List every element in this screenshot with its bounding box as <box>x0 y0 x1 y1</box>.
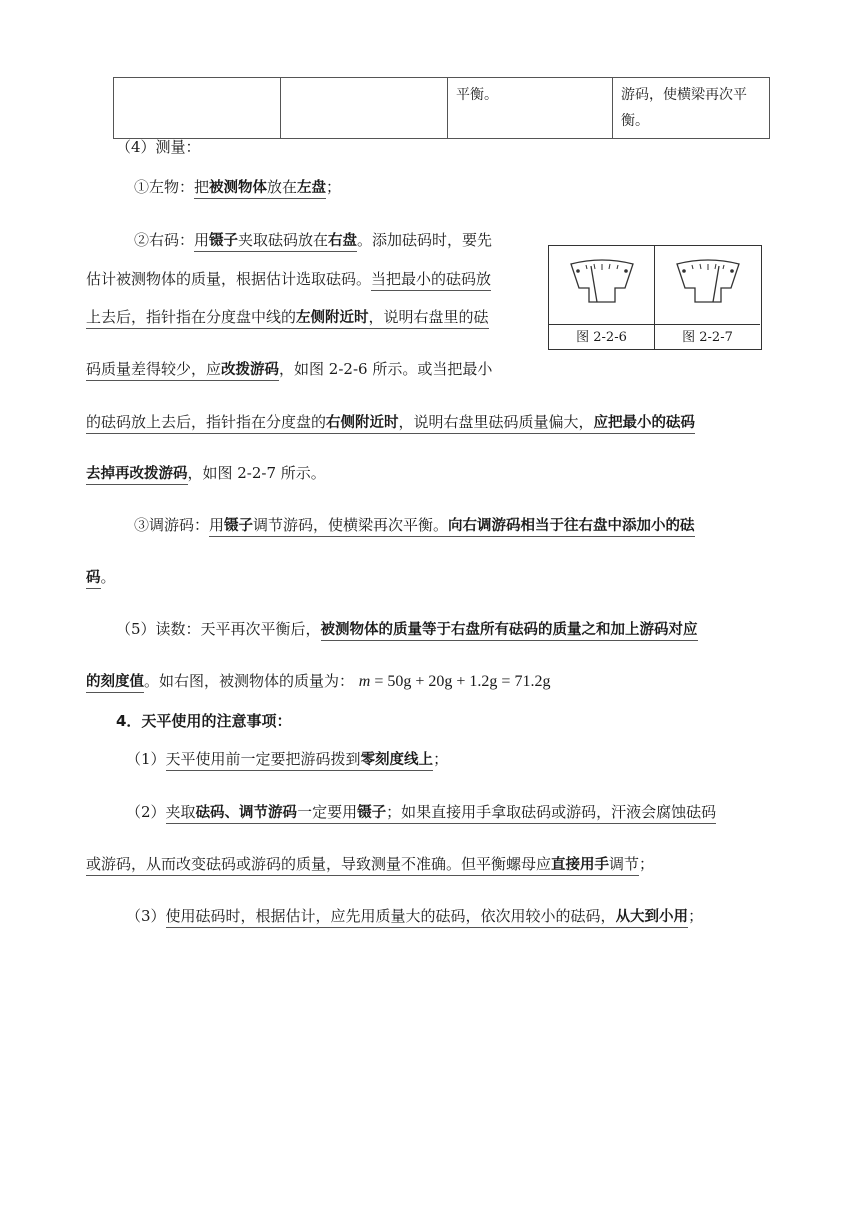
table-row <box>114 78 770 139</box>
table-cell: 平衡。 <box>448 78 613 139</box>
balance-dial-figure <box>548 245 762 350</box>
document-page: 平衡。 游码，使横梁再次平衡。 （4）测量： ①左物：把被测物体放在左盘； ②右码：用镊子夹取砝码放在右盘。添加砝码时，要先 估计被测物体的质量，根据估计选取砝码。当把最小的砝码放 上去后，指针指在分度盘中线的左侧附近时，说明右盘里的砝 码质量差得较少，应改拨游码，如图 2-2-6 所示。或当把最小 的砝码放上去后，指针指在分度盘的右侧附近时，说明右盘里砝码质量偏大，应把最小的砝码 去掉再改拨游码，如图 2-2-7 所示。 ③调游码：用镊子调节游码，使横梁再次平衡。向右调游码相当于往右盘中添加小的砝 码。 （5）读数：天平再次平衡后，被测物体的质量等于右盘所有砝码的质量之和加上游码对应 的刻度值。如右图，被测物体的质量为： m = 50g + 20g + 1.2g = 71.2g 4．天平使用的注意事项： （1）天平使用前一定要把游码拨到零刻度线上； （2）夹取砝码、调节游码一定要用镊子；如果直接用手拿取砝码或游码，汗液会腐蚀砝码 或游码，从而改变砝码或游码的质量，导致测量不准确。但平衡螺母应直接用手调节； （3）使用砝码时，根据估计，应先用质量大的砝码，依次用较小的砝码，从大到小用； 图 2-2-6 图 2-2-7 <box>0 0 860 1214</box>
scale-dial-icon <box>569 258 635 316</box>
note-item-1: （1）天平使用前一定要把游码拨到零刻度线上； <box>126 748 448 769</box>
scale-dial-icon <box>675 258 741 316</box>
figure-caption-left: 图 2-2-6 <box>549 324 654 350</box>
note-item-3: （3）使用砝码时，根据估计，应先用质量大的砝码，依次用较小的砝码，从大到小用； <box>126 905 703 926</box>
section-4-notes-heading: 4．天平使用的注意事项： <box>116 712 292 730</box>
paragraph-left-object: ①左物：把被测物体放在左盘； <box>134 176 341 197</box>
table-fragment <box>113 77 770 139</box>
mass-formula: m = 50g + 20g + 1.2g = 71.2g <box>358 673 551 690</box>
figure-caption-right: 图 2-2-7 <box>655 324 760 350</box>
figure-2-2-6 <box>549 246 655 349</box>
table-cell <box>114 78 281 139</box>
section-4-heading: （4）测量： <box>116 138 201 156</box>
figure-2-2-7 <box>655 246 760 349</box>
table-cell: 游码，使横梁再次平衡。 <box>613 78 770 139</box>
table-cell <box>281 78 448 139</box>
